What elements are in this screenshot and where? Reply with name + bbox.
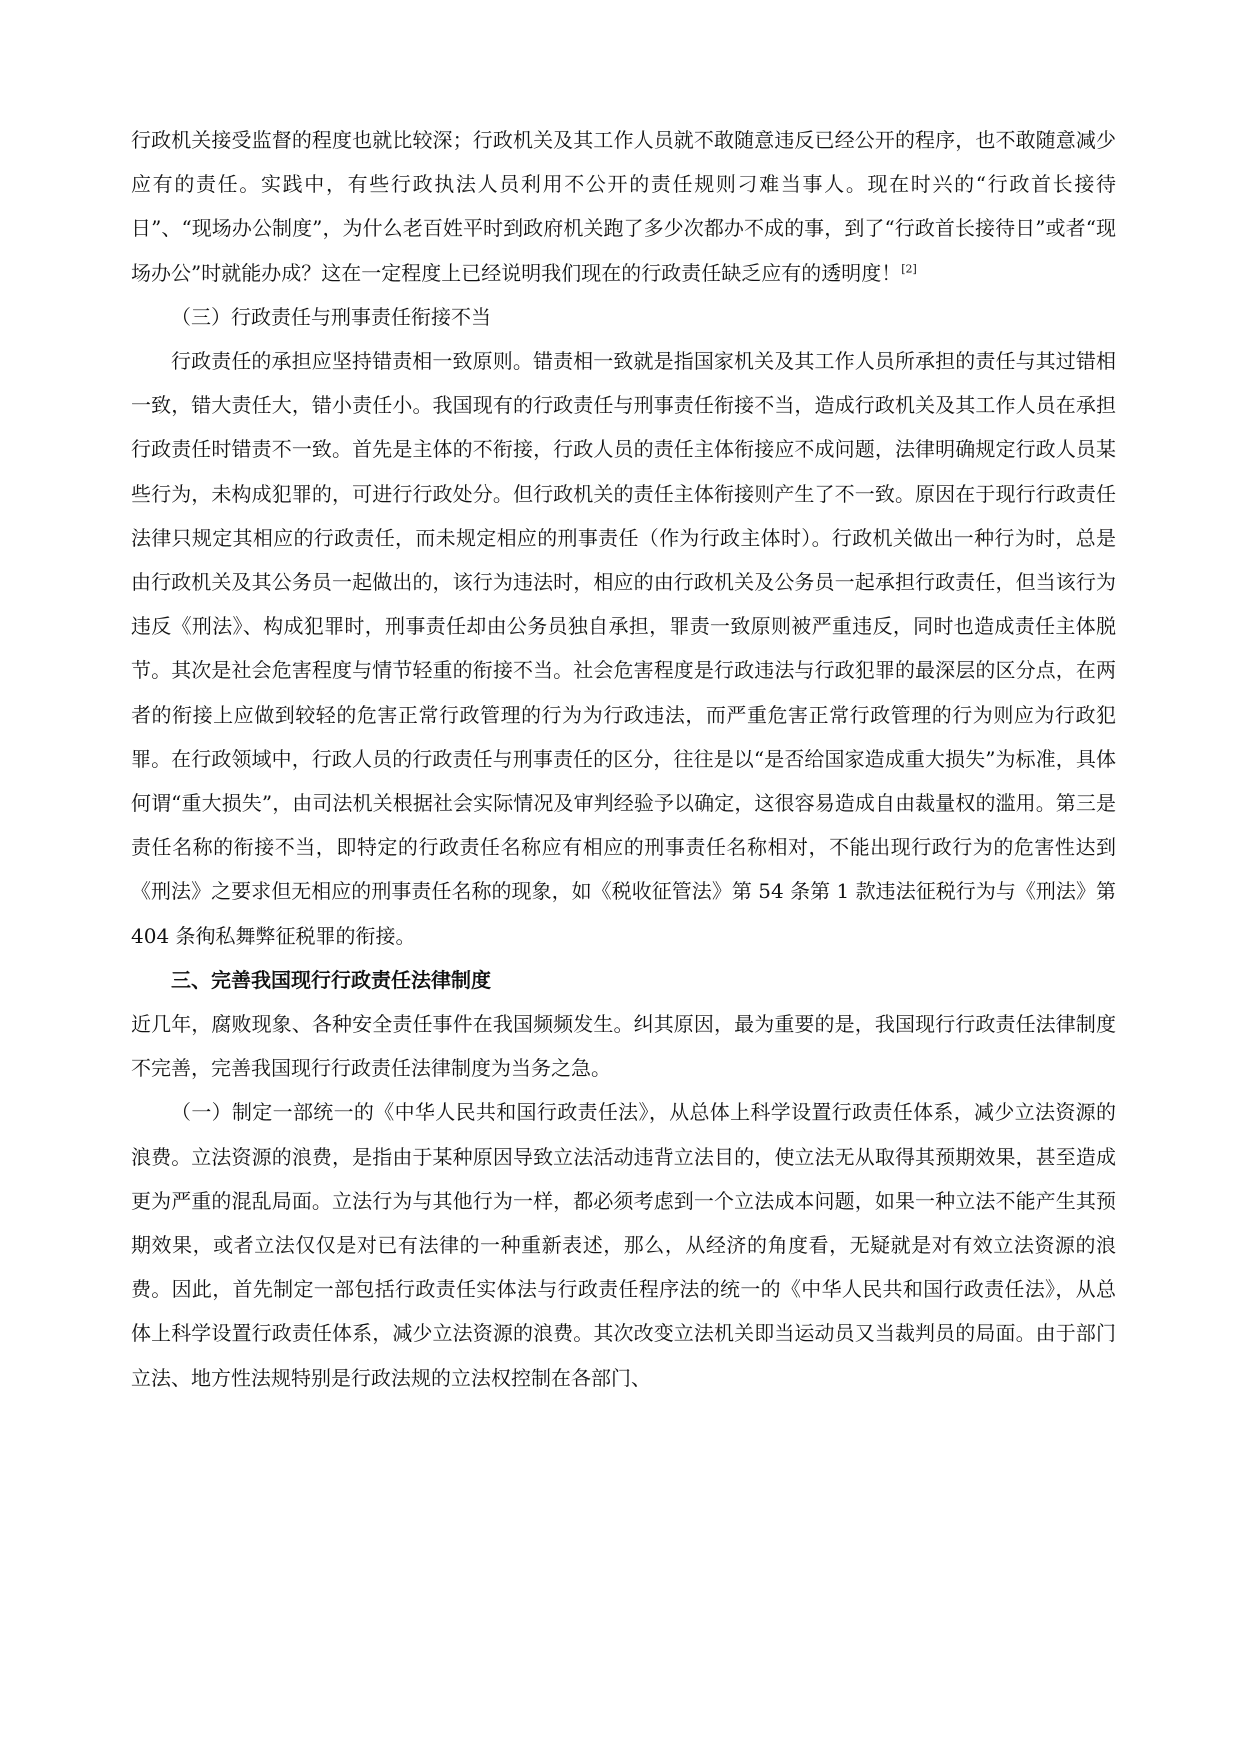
paragraph-intro: 近几年，腐败现象、各种安全责任事件在我国频频发生。纠其原因，最为重要的是，我国现行行政责任法律制度不完善，完善我国现行行政责任法律制度为当务之急。: [131, 1012, 1116, 1081]
section-heading-3: 三、完善我国现行行政责任法律制度: [171, 967, 491, 992]
paragraph-liability-connection: 行政责任的承担应坚持错责相一致原则。错责相一致就是指国家机关及其工作人员所承担的责任与其过错相一致，错大责任大，错小责任小。我国现有的行政责任与刑事责任衔接不当，造成行政机关及其工作人员在承担行政责任时错责不一致。首先是主体的不衔接，行政人员的责任主体衔接应不成问题，法律明确规定行政人员某些行为，未构成犯罪的，可进行行政处分。但行政机关的责任主体衔接则产生了不一致。原因在于现行行政责任法律只规定其相应的行政责任，而未规定相应的刑事责任（作为行政主体时）。行政机关做出一种行为时，总是由行政机关及其公务员一起做出的，该行为违法时，相应的由行政机关及公务员一起承担行政责任，但当该行为违反《刑法》、构成犯罪时，刑事责任却由公务员独自承担，罪责一致原则被严重违反，同时也造成责任主体脱节。其次是社会危害程度与情节轻重的衔接不当。社会危害程度是行政违法与行政犯罪的最深层的区分点，在两者的衔接上应做到较轻的危害正常行政管理的行为为行政违法，而严重危害正常行政管理的行为则应为行政犯罪。在行政领域中，行政人员的行政责任与刑事责任的区分，往往是以“是否给国家造成重大损失”为标准，具体何谓“重大损失”，由司法机关根据社会实际情况及审判经验予以确定，这很容易造成自由裁量权的滥用。第三是责任名称的衔接不当，即特定的行政责任名称应有相应的刑事责任名称相对，不能出现行政行为的危害性达到《刑法》之要求但无相应的刑事责任名称的现象，如《税收征管法》第 54 条第 1 款违法征税行为与《刑法》第 404 条徇私舞弊征税罪的衔接。: [131, 349, 1116, 948]
subsection-heading-3: （三）行政责任与刑事责任衔接不当: [171, 304, 491, 329]
document-page: [131, 118, 1116, 1400]
paragraph-unified-law: （一）制定一部统一的《中华人民共和国行政责任法》，从总体上科学设置行政责任体系，减少立法资源的浪费。立法资源的浪费，是指由于某种原因导致立法活动违背立法目的，使立法无从取得其预期效果，甚至造成更为严重的混乱局面。立法行为与其他行为一样，都必须考虑到一个立法成本问题，如果一种立法不能产生其预期效果，或者立法仅仅是对已有法律的一种重新表述，那么，从经济的角度看，无疑就是对有效立法资源的浪费。因此，首先制定一部包括行政责任实体法与行政责任程序法的统一的《中华人民共和国行政责任法》，从总体上科学设置行政责任体系，减少立法资源的浪费。其次改变立法机关即当运动员又当裁判员的局面。由于部门立法、地方性法规特别是行政法规的立法权控制在各部门、: [131, 1100, 1116, 1390]
citation-ref: [2]: [901, 261, 917, 275]
paragraph-transparency: [131, 118, 1116, 295]
paragraph-text: 行政机关接受监督的程度也就比较深；行政机关及其工作人员就不敢随意违反已经公开的程序，也不敢随意减少应有的责任。实践中，有些行政执法人员利用不公开的责任规则刁难当事人。现在时兴的“行政首长接待日”、“现场办公制度”，为什么老百姓平时到政府机关跑了多少次都办不成的事，到了“行政首长接待日”或者“现场办公”时就能办成？这在一定程度上已经说明我们现在的行政责任缺乏应有的透明度！: [131, 128, 1116, 285]
